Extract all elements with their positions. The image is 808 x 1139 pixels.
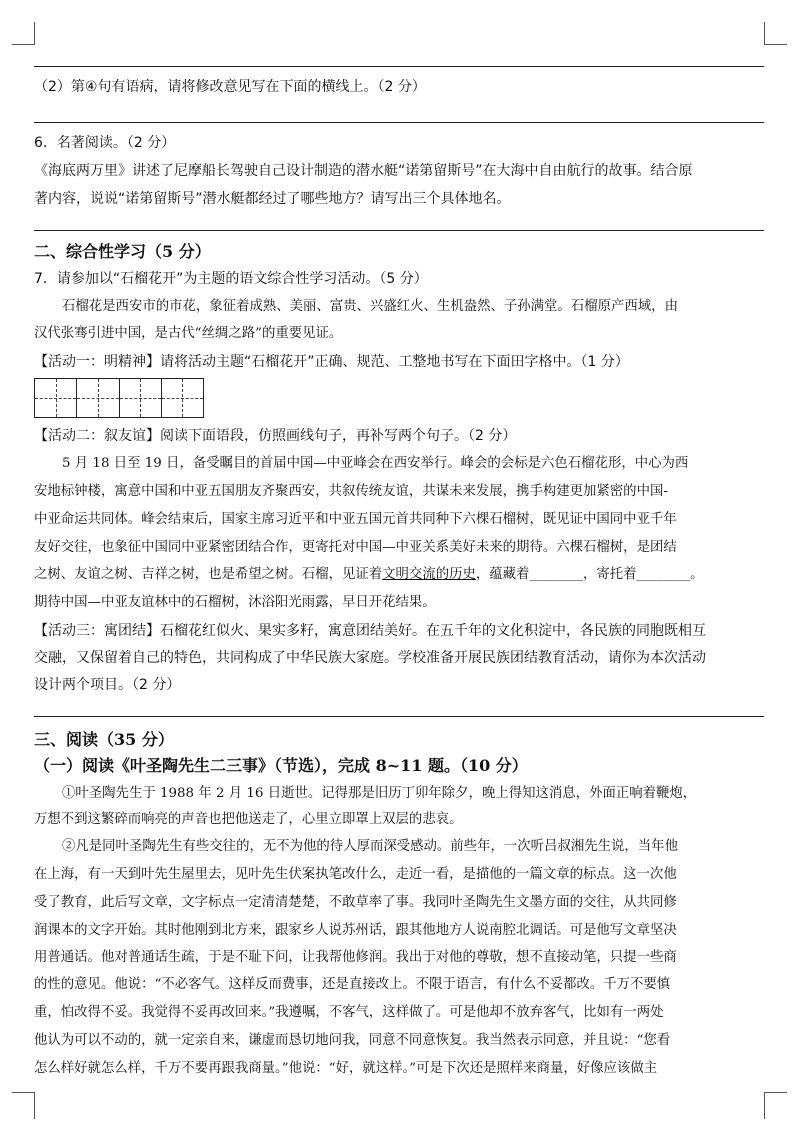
answer-line — [34, 66, 764, 67]
tianzi-grid[interactable] — [34, 378, 204, 418]
answer-line — [34, 716, 764, 717]
reading-paragraph-2: 用普通话。他对普通话生疏，于是不耻下问，让我帮他修润。我出于对他的尊敬，想不直接动笔，只提一些商 — [34, 950, 677, 965]
reading-paragraph-2: 怎么样好就怎么样，千万不要再跟我商量。”他说：“好，就这样。”可是下次还是照样来商量，好像应该做主 — [34, 1061, 658, 1076]
question-7-title: 7．请参加以“石榴花开”为主题的语文综合性学习活动。（5 分） — [34, 271, 428, 287]
answer-line — [34, 122, 764, 123]
passage-line: 5 月 18 日至 19 日，备受瞩目的首届中国—中亚峰会在西安举行。峰会的会标是六色石榴花形，中心为西 — [62, 456, 689, 471]
reading-paragraph-2: 受了教育，此后写文章，文字标点一定清清楚楚，不敢草率了事。我同叶圣陶先生文墨方面的交往，从共同修 — [34, 895, 677, 910]
passage-line: 友好交往，也象征中国同中亚紧密团结合作，更寄托对中国—中亚关系美好未来的期待。六棵石榴树，是团结 — [34, 540, 677, 555]
crop-mark-top-left — [12, 22, 35, 45]
question-7-intro: 石榴花是西安市的市花，象征着成熟、美丽、富贵、兴盛红火、生机盎然、子孙满堂。石榴原产西域，由 — [62, 299, 678, 314]
passage-line — [34, 564, 764, 586]
crop-mark-bottom-right — [764, 1092, 787, 1119]
fill-in-blanks: ，蕴藏着________，寄托着________。 — [475, 567, 704, 582]
section-2-heading: 二、综合性学习（5 分） — [34, 242, 211, 261]
reading-paragraph-2: ②凡是同叶圣陶先生有些交往的，无不为他的待人厚而深受感动。前些年，一次听吕叔湘先生说，当年他 — [62, 839, 678, 854]
reading-1-heading: （一）阅读《叶圣陶先生二三事》（节选），完成 8~11 题。（10 分） — [34, 756, 528, 775]
reading-paragraph-2: 他认为可以不动的，就一定亲自来，谦虚而恳切地问我，同意不同意恢复。我当然表示同意，并且说：“您看 — [34, 1033, 671, 1048]
reading-paragraph-2: 的性的意见。他说：“不必客气。这样反而费事，还是直接改上。不限于语言，有什么不妥都改。千万不要慎 — [34, 977, 671, 992]
reading-paragraph-2: 在上海，有一天到叶先生屋里去，见叶先生伏案执笔改什么，走近一看，是描他的一篇文章的标点。这一次他 — [34, 867, 677, 882]
section-3-heading: 三、阅读（35 分） — [34, 730, 174, 749]
passage-line: 中亚命运共同体。峰会结束后，国家主席习近平和中亚五国元首共同种下六棵石榴树，既见证中国同中亚千年 — [34, 512, 677, 527]
tianzi-cell[interactable] — [120, 379, 162, 417]
reading-paragraph-2: 重，怕改得不妥。我觉得不妥再改回来。”我遵嘱，不客气，这样做了。可是他却不放弃客气，比如有一两处 — [34, 1005, 664, 1020]
question-7-intro: 汉代张骞引进中国，是古代“丝绸之路”的重要见证。 — [34, 326, 343, 341]
crop-mark-bottom-left — [12, 1092, 35, 1119]
question-6-text: 著内容，说说“诺第留斯号”潜水艇都经过了哪些地方？请写出三个具体地名。 — [34, 191, 511, 207]
tianzi-cell[interactable] — [77, 379, 119, 417]
passage-line: 安地标钟楼，寓意中国和中亚五国朋友齐聚西安，共叙传统友谊，共谋未来发展，携手构建更加紧密的中国- — [34, 484, 668, 499]
passage-line: 期待中国—中亚友谊林中的石榴树，沐浴阳光雨露，早日开花结果。 — [34, 595, 436, 610]
crop-mark-top-right — [764, 22, 787, 45]
tianzi-cell[interactable] — [35, 379, 77, 417]
reading-paragraph-2: 润课本的文字开始。其时他刚到北方来，跟家乡人说苏州话，跟其他地方人说南腔北调话。可是他写文章坚决 — [34, 923, 677, 938]
underlined-sentence: 文明交流的历史 — [382, 567, 476, 582]
activity-3-prompt: 【活动三：寓团结】石榴花红似火、果实多籽，寓意团结美好。在五千年的文化积淀中，各民族的同胞既相互 — [34, 623, 706, 639]
answer-line — [34, 230, 764, 231]
reading-paragraph-1: ①叶圣陶先生于 1988 年 2 月 16 日逝世。记得那是旧历丁卯年除夕，晚上得知这消息，外面正响着鞭炮， — [62, 786, 697, 801]
reading-paragraph-1: 万想不到这繁碎而响亮的声音也把他送走了，心里立即罩上双层的悲哀。 — [34, 812, 463, 827]
question-6-title: 6．名著阅读。（2 分） — [34, 135, 176, 151]
activity-3-prompt: 交融，又保留着自己的特色，共同构成了中华民族大家庭。学校准备开展民族团结教育活动，请你为本次活动 — [34, 650, 706, 666]
activity-1-prompt: 【活动一：明精神】请将活动主题“石榴花开”正确、规范、工整地书写在下面田字格中。（1 分） — [34, 354, 629, 370]
question-5-part-2: （2）第④句有语病，请将修改意见写在下面的横线上。（2 分） — [34, 79, 426, 95]
activity-2-prompt: 【活动二：叙友谊】阅读下面语段，仿照画线句子，再补写两个句子。（2 分） — [34, 428, 517, 444]
question-6-text: 《海底两万里》讲述了尼摩船长驾驶自己设计制造的潜水艇“诺第留斯号”在大海中自由航行的故事。结合原 — [34, 163, 693, 179]
tianzi-cell[interactable] — [162, 379, 203, 417]
activity-3-prompt: 设计两个项目。（2 分） — [34, 677, 181, 693]
passage-text: 之树、友谊之树、吉祥之树，也是希望之树。石榴，见证着 — [34, 567, 383, 582]
